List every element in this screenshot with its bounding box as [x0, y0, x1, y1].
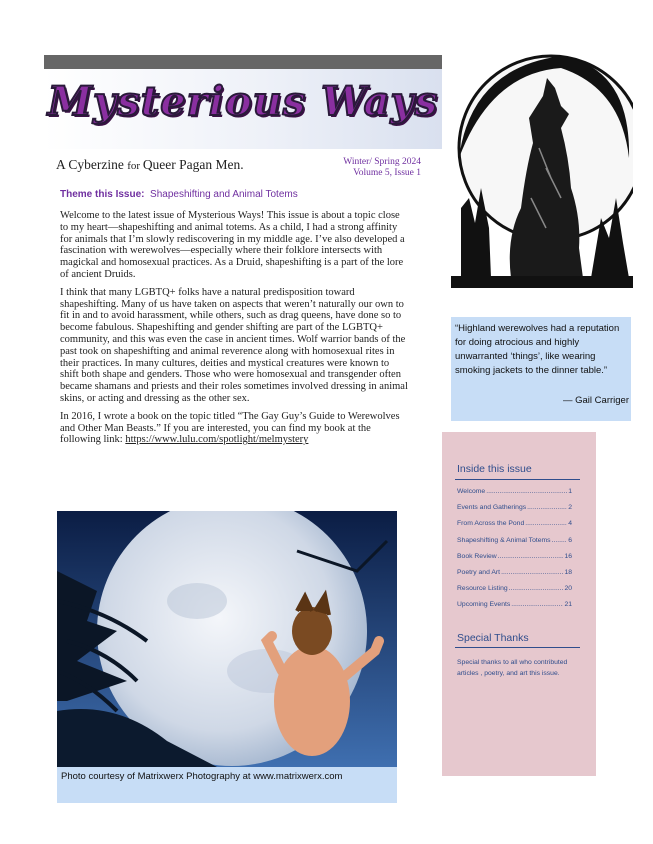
theme-value: Shapeshifting and Animal Totems	[150, 189, 298, 200]
tagline-pre: A Cyberzine	[56, 157, 128, 172]
article-paragraph-last	[60, 411, 410, 446]
issue-volume: Volume 5, Issue 1	[353, 168, 421, 178]
toc-item[interactable]	[457, 585, 572, 601]
inside-issue-heading: Inside this issue	[457, 463, 532, 475]
article-body	[60, 210, 410, 452]
toc-item-page: 4	[568, 520, 572, 528]
toc-leader-dots	[501, 569, 563, 576]
toc-item[interactable]	[457, 601, 572, 617]
toc-item-page: 21	[564, 601, 572, 609]
special-thanks-text: Special thanks to all who contributed articles , poetry, and art this issue.	[457, 659, 568, 677]
toc-item[interactable]	[457, 553, 572, 569]
toc-leader-dots	[509, 585, 564, 592]
issue-info	[300, 157, 421, 179]
toc-item-page: 2	[568, 504, 572, 512]
toc-leader-dots	[525, 520, 567, 527]
toc-item-title: Welcome	[457, 488, 486, 495]
photo-caption: Photo courtesy of Matrixwerx Photography at www.matrixwerx.com	[61, 771, 343, 782]
pull-quote: “Highland werewolves had a reputation for doing atrocious and highly unwarranted ‘things’, like wearing smoking jackets to the dinner table.”	[455, 323, 620, 376]
toc-leader-dots	[527, 504, 567, 511]
header-bar	[44, 55, 442, 69]
quote-author: — Gail Carriger	[563, 395, 629, 406]
divider	[455, 479, 580, 480]
werewolf-photo	[57, 511, 397, 767]
tagline-for: for	[127, 160, 143, 172]
howling-wolf-illustration	[451, 48, 633, 288]
toc-item-page: 6	[568, 536, 572, 544]
toc-item-page: 18	[564, 568, 572, 576]
article-paragraph: I think that many LGBTQ+ folks have a natural predisposition toward shapeshifting. Many of us have taken on aspects that weren’t naturally our own to fit in and to avoid harassment, while others, such as drag queens, have done so to become fabulous. Shapeshifting and gender shifting are part of the LGBTQ+ community, and this was even the case in ancient times. Wolf warrior bands of the past took on shapeshifting and animal reverence along with homosexual rites in their practices. In many cultures, deities and mystical creatures were known to shift both shape and genders. Those who were homosexual and transgender often became shamans and priests and their roles sometimes involved dressing in animal skins, or acting and dressing as the other sex.	[60, 286, 408, 404]
tagline	[56, 157, 244, 173]
toc-leader-dots	[552, 537, 568, 544]
moon-scene-image	[57, 511, 397, 767]
toc-item-title: Poetry and Art	[457, 568, 501, 576]
toc-item[interactable]	[457, 537, 572, 553]
theme-label: Theme this Issue:	[60, 189, 145, 200]
toc-item[interactable]	[457, 569, 572, 585]
toc-leader-dots	[486, 488, 567, 495]
toc-item-page: 16	[564, 552, 572, 560]
article-paragraph-text: In 2016, I wrote a book on the topic titled “The Gay Guy’s Guide to Werewolves and Other Man Beasts.” If you are interested, you can find my book at the following link:	[60, 410, 400, 446]
divider	[455, 647, 580, 648]
toc-item-page: 20	[564, 585, 572, 593]
toc-item-title: Resource Listing	[457, 585, 508, 593]
toc-leader-dots	[498, 553, 564, 560]
toc-leader-dots	[511, 601, 563, 608]
masthead-title: Mysterious Ways	[47, 78, 439, 125]
book-link[interactable]: https://www.lulu.com/spotlight/melmystery	[125, 434, 309, 446]
toc-item-title: Shapeshifting & Animal Totems	[457, 536, 551, 544]
wolf-icon	[451, 48, 633, 288]
toc-item-title: Upcoming Events	[457, 601, 511, 609]
toc-item-title: Events and Gatherings	[457, 504, 527, 512]
toc-item-title: From Across the Pond	[457, 520, 525, 528]
toc-item-page: 1	[568, 488, 572, 495]
theme-line	[60, 189, 298, 200]
special-thanks-heading: Special Thanks	[457, 632, 529, 644]
toc-item[interactable]	[457, 488, 572, 504]
toc-item[interactable]	[457, 520, 572, 536]
tagline-post: Queer Pagan Men.	[142, 157, 244, 172]
toc-item[interactable]	[457, 504, 572, 520]
issue-season: Winter/ Spring 2024	[343, 157, 421, 167]
article-paragraph: Welcome to the latest issue of Mysterious Ways! This issue is about a topic close to my heart—shapeshifting and animal totems. As a child, I had a strong affinity for animals that I’m slowly rediscovering in my middle age. I’ve also developed a fascination with werewolves—especially where their folklore intersects with magickal and homosexual practices. As a Druid, shapeshifting is a part of the lore of ancient Druids.	[60, 210, 405, 280]
table-of-contents	[457, 488, 572, 618]
toc-item-title: Book Review	[457, 552, 497, 560]
